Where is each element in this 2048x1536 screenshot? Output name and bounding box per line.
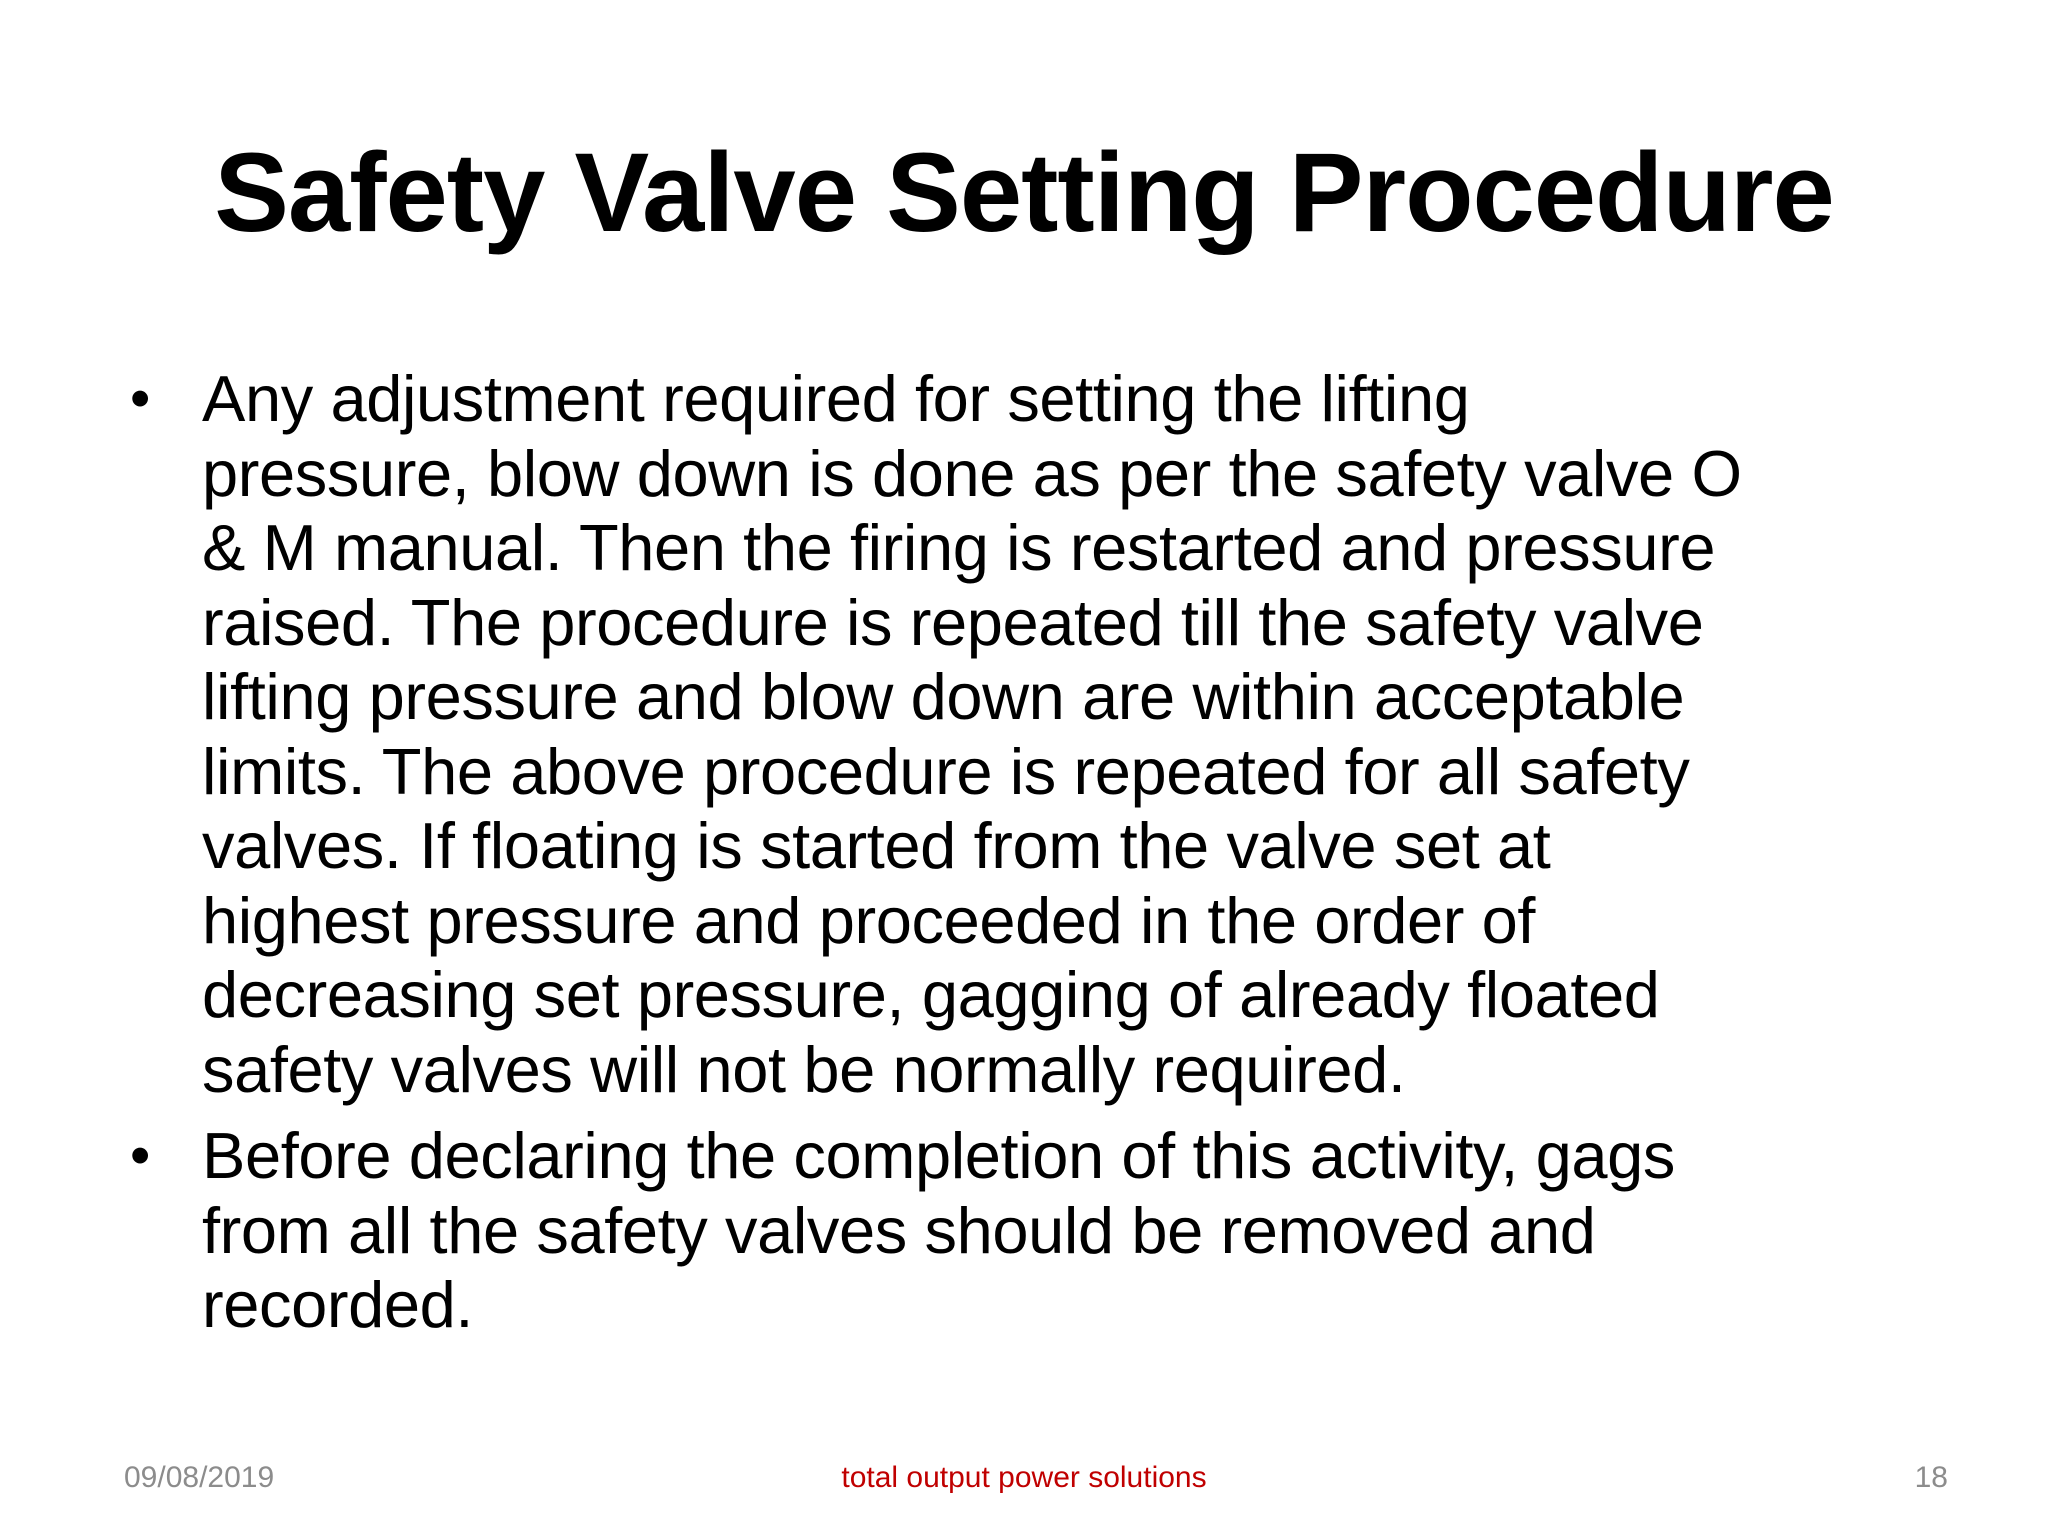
footer-page-number: 18	[1914, 1461, 1948, 1494]
bullet-point-icon: •	[130, 1123, 150, 1188]
bullet-text-line: Any adjustment required for setting the lifting	[202, 362, 1470, 435]
bullet-text-line: valves. If floating is started from the valve set at	[202, 809, 1551, 882]
bullet-text-line: limits. The above procedure is repeated for all safety	[202, 734, 1690, 808]
bullet-text-line: safety valves will not be normally required.	[202, 1032, 1406, 1106]
bullet-text-line: decreasing set pressure, gagging of already floated	[202, 958, 1660, 1031]
bullet-list	[120, 362, 1910, 1355]
bullet-text-line: lifting pressure and blow down are within acceptable	[202, 660, 1685, 733]
bullet-text-line: pressure, blow down is done as per the safety valve O	[202, 436, 1742, 510]
bullet-item	[120, 1119, 1910, 1343]
bullet-text-line: raised. The procedure is repeated till the safety valve	[202, 585, 1704, 659]
bullet-text-line: Before declaring the completion of this activity, gags	[202, 1119, 1675, 1192]
bullet-item	[120, 362, 1910, 1107]
bullet-text-line: from all the safety valves should be removed and	[202, 1193, 1596, 1267]
footer-company-text: total output power solutions	[841, 1461, 1207, 1494]
slide-title: Safety Valve Setting Procedure	[214, 130, 1834, 255]
bullet-text-line: & M manual. Then the firing is restarted and pressure	[202, 511, 1716, 584]
footer-date: 09/08/2019	[124, 1461, 275, 1494]
bullet-text-line: highest pressure and proceeded in the order of	[202, 883, 1536, 957]
bullet-text-line: recorded.	[202, 1268, 473, 1341]
bullet-point-icon: •	[130, 366, 150, 431]
